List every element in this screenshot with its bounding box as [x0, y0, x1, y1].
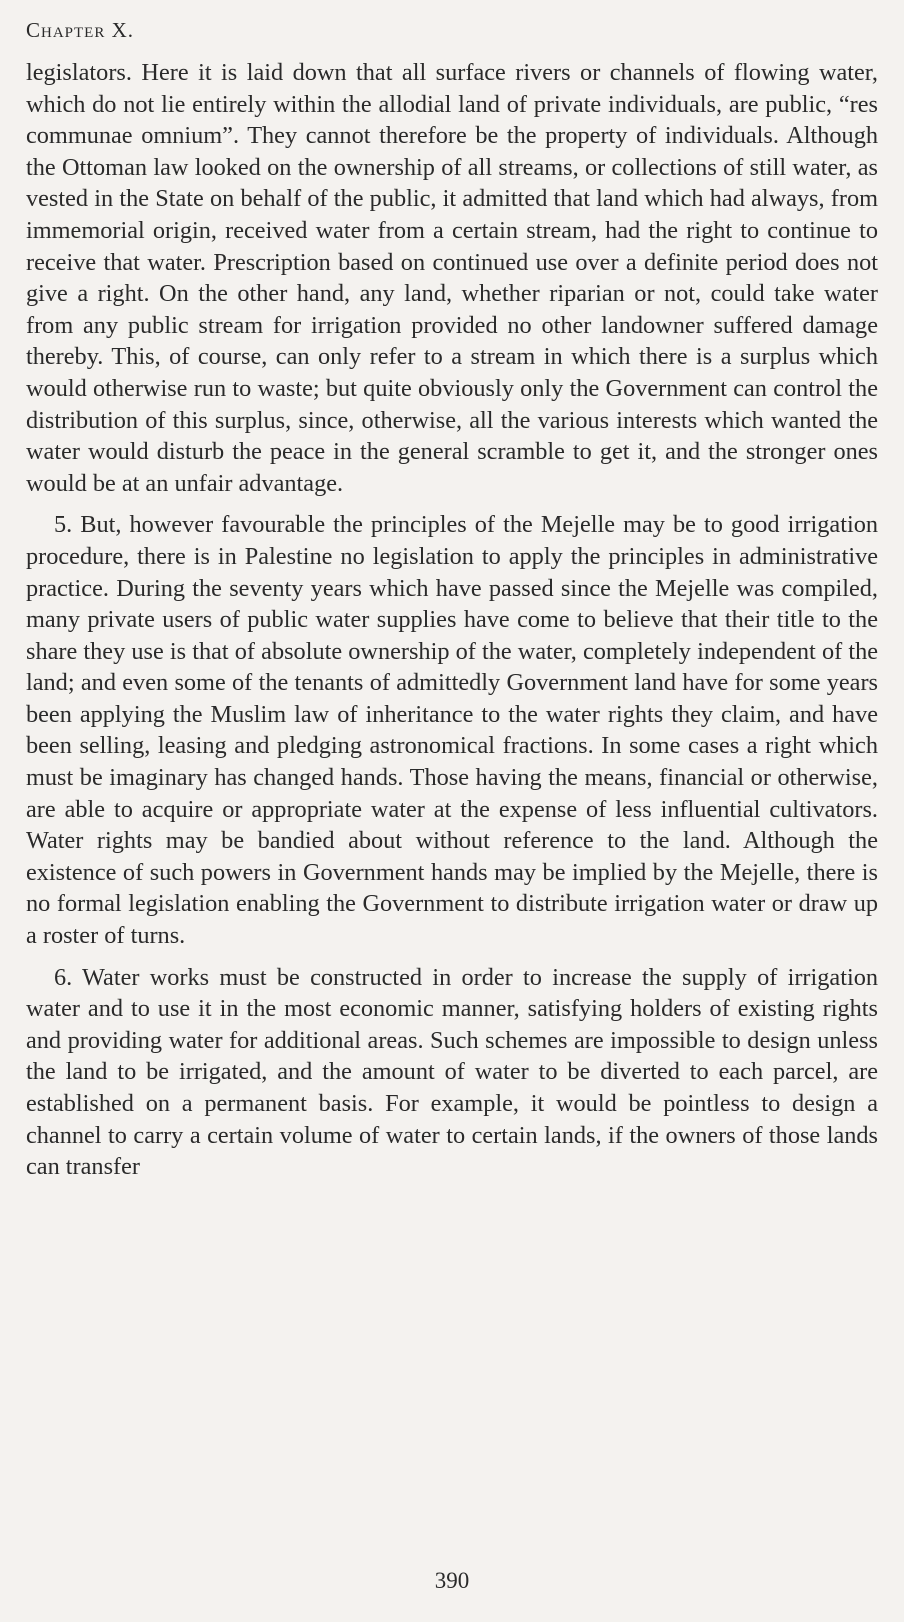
page-number: 390	[434, 1568, 470, 1593]
paragraph-5: 5. But, however favourable the principles of the Mejelle may be to good irrigation procedure, there is in Palestine no legislation to apply the principles in administrative practice. During the seventy years which have passed since the Mejelle was compiled, many private users of public water supplies have come to believe that their title to the share they use is that of absolute ownership of the water, completely independent of the land; and even some of the tenants of admittedly Government land have for some years been applying the Muslim law of inheritance to the water rights they claim, and have been selling, leasing and pledging astronomical fractions. In some cases a right which must be imaginary has changed hands. Those having the means, financial or otherwise, are able to acquire or appropriate water at the expense of less influential cultivators. Water rights may be bandied about without reference to the land. Although the existence of such powers in Government hands may be implied by the Mejelle, there is no formal legislation enabling the Government to distribute irrigation water or draw up a roster of turns.	[26, 511, 878, 950]
paragraph-6: 6. Water works must be constructed in order to increase the supply of irrigation water and to use it in the most economic manner, satisfying holders of existing rights and providing water for additional areas. Such schemes are impossible to design unless the land to be irrigated, and the amount of water to be diverted to each parcel, are established on a permanent basis. For example, it would be pointless to design a channel to carry a certain volume of water to certain lands, if the owners of those lands can transfer	[26, 963, 878, 1181]
chapter-heading: Chapter X.	[26, 18, 135, 42]
paragraph-continuation: legislators. Here it is laid down that all surface rivers or channels of flowing water, which do not lie entirely within the allodial land of private individuals, are public, “res communae omnium”. They cannot therefore be the property of individuals. Although the Ottoman law looked on the ownership of all streams, or collections of still water, as vested in the State on behalf of the public, it admitted that land which had always, from immemorial origin, received water from a certain stream, had the right to continue to receive that water. Prescription based on continued use over a definite period does not give a right. On the other hand, any land, whether riparian or not, could take water from any public stream for irrigation provided no other landowner suffered damage thereby. This, of course, can only refer to a stream in which there is a surplus which would otherwise run to waste; but quite obviously only the Government can control the distribution of this surplus, since, otherwise, all the various interests which wanted the water would disturb the peace in the general scramble to get it, and the stronger ones would be at an unfair advantage.	[26, 59, 878, 497]
body-text	[26, 57, 878, 1183]
